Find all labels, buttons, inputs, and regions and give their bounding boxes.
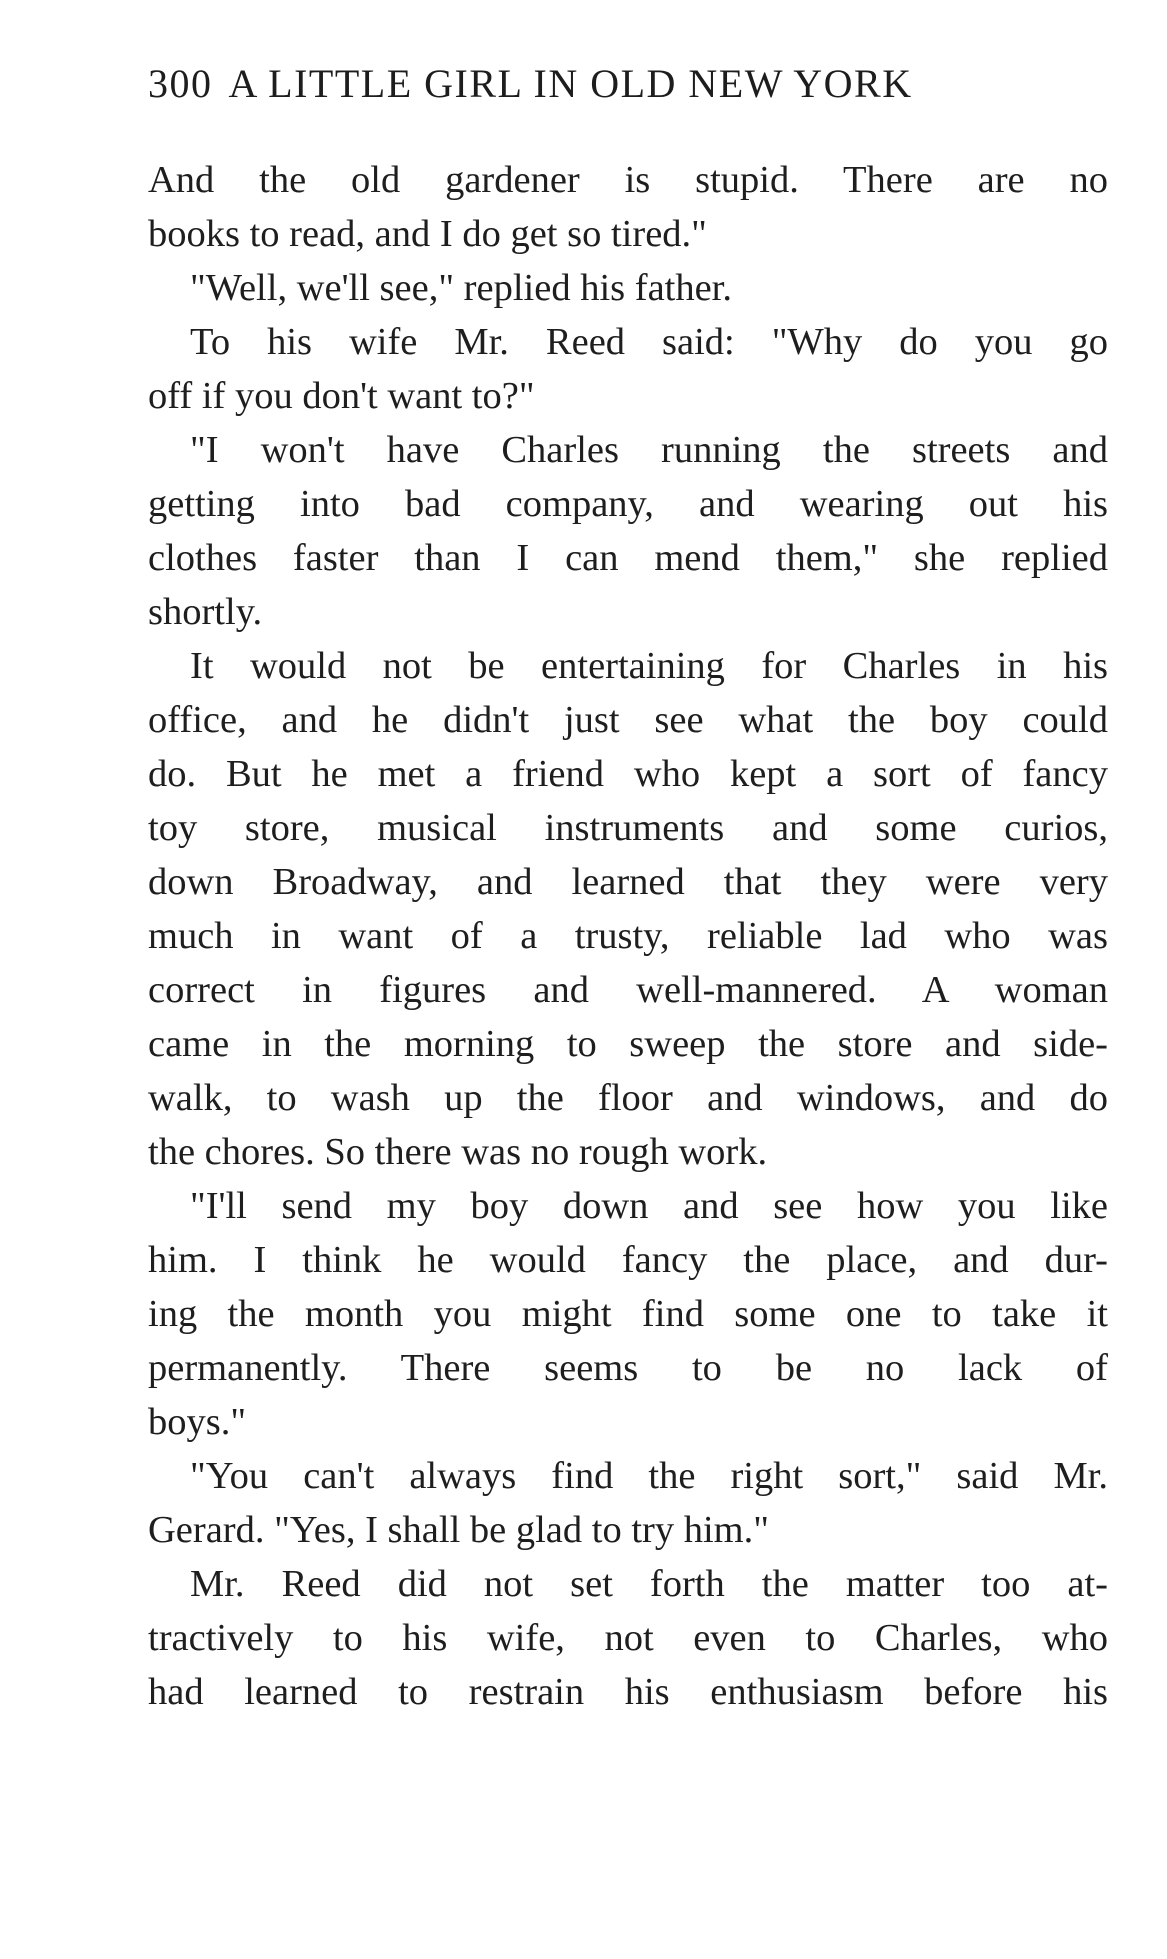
text-line: Gerard. "Yes, I shall be glad to try him.": [148, 1509, 769, 1551]
text-line: tractively to his wife, not even to Charles, who: [148, 1617, 1108, 1659]
running-title: A LITTLE GIRL IN OLD NEW YORK: [228, 61, 913, 106]
page-number: 300: [148, 61, 213, 106]
text-line: To his wife Mr. Reed said: "Why do you go: [190, 321, 1108, 363]
text-line: ing the month you might find some one to take it: [148, 1293, 1108, 1335]
text-line: "You can't always find the right sort," said Mr.: [190, 1455, 1108, 1497]
text-line: "Well, we'll see," replied his father.: [190, 267, 733, 309]
text-line: toy store, musical instruments and some curios,: [148, 807, 1108, 849]
text-line: walk, to wash up the floor and windows, and do: [148, 1077, 1108, 1119]
text-line: office, and he didn't just see what the boy could: [148, 699, 1108, 741]
text-line: clothes faster than I can mend them," she replied: [148, 537, 1108, 579]
text-line: do. But he met a friend who kept a sort of fancy: [148, 753, 1108, 795]
text-line: Mr. Reed did not set forth the matter too at-: [190, 1563, 1108, 1605]
text-line: books to read, and I do get so tired.": [148, 213, 707, 255]
text-line: him. I think he would fancy the place, and dur-: [148, 1239, 1108, 1281]
text-line: boys.": [148, 1401, 247, 1443]
text-line: "I won't have Charles running the streets and: [190, 429, 1108, 471]
body-text: [148, 153, 1108, 1719]
text-line: shortly.: [148, 591, 263, 633]
text-line: came in the morning to sweep the store and side-: [148, 1023, 1108, 1065]
text-line: getting into bad company, and wearing out his: [148, 483, 1108, 525]
text-line: had learned to restrain his enthusiasm before his: [148, 1671, 1108, 1713]
text-line: correct in figures and well-mannered. A woman: [148, 969, 1108, 1011]
text-line: off if you don't want to?": [148, 375, 535, 417]
text-line: permanently. There seems to be no lack of: [148, 1347, 1108, 1389]
text-line: much in want of a trusty, reliable lad who was: [148, 915, 1108, 957]
text-line: "I'll send my boy down and see how you like: [190, 1185, 1108, 1227]
text-line: It would not be entertaining for Charles in his: [190, 645, 1108, 687]
page-header: [148, 60, 1048, 107]
text-line: down Broadway, and learned that they were very: [148, 861, 1108, 903]
text-line: the chores. So there was no rough work.: [148, 1131, 768, 1173]
text-line: And the old gardener is stupid. There are no: [148, 159, 1108, 201]
